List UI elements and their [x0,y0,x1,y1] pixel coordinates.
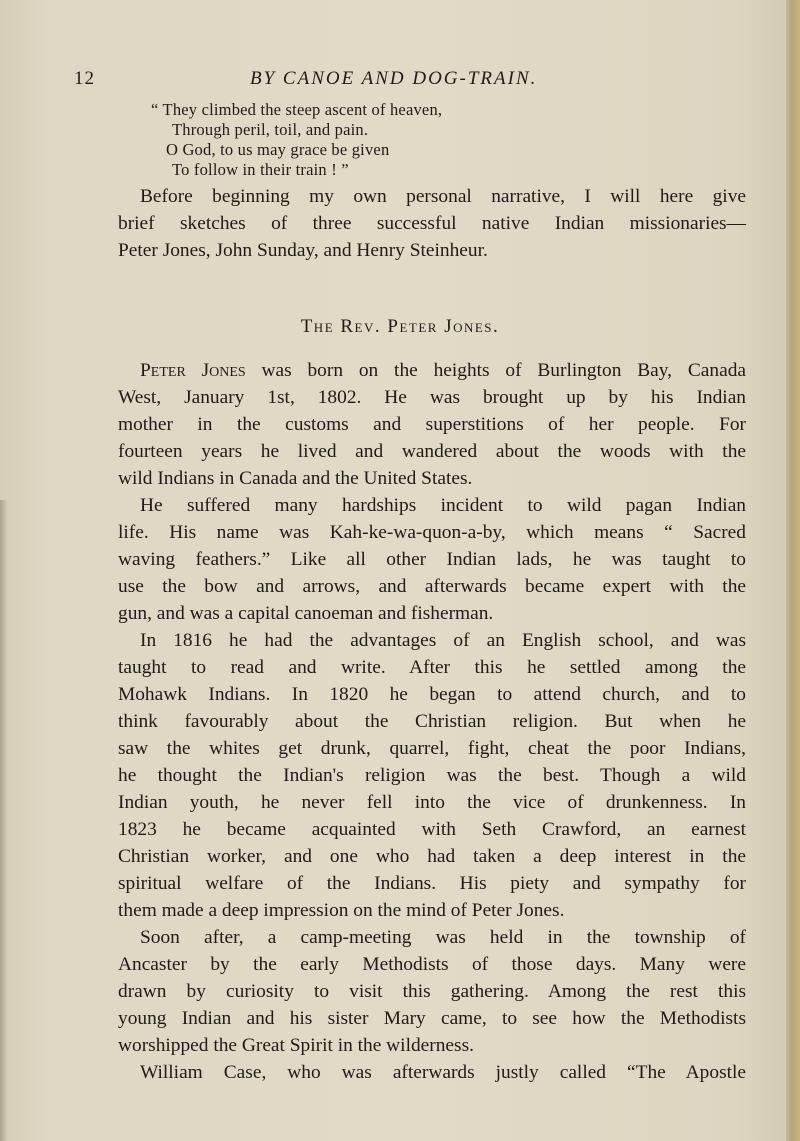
text-line: gun, and was a capital canoeman and fisherman. [118,603,494,624]
page-gutter-shadow [0,500,8,1141]
text-line: He suffered many hardships incident to wild pagan Indian [140,495,746,516]
poem-line: To follow in their train ! ” [172,160,349,179]
text-line: brief sketches of three successful native Indian missionaries— [118,213,746,234]
poem-line: “ They climbed the steep ascent of heaven, [151,100,443,119]
text-line: young Indian and his sister Mary came, to see how the Methodists [118,1008,746,1029]
page-header [0,68,800,98]
text-line: worshipped the Great Spirit in the wilderness. [118,1035,474,1056]
text-line: Peter Jones, John Sunday, and Henry Steinheur. [118,240,488,261]
running-head: BY CANOE AND DOG-TRAIN. [250,68,538,89]
text-line: 1823 he became acquainted with Seth Crawford, an earnest [118,819,746,840]
text-line: In 1816 he had the advantages of an English school, and was [140,630,746,651]
lead-name: Peter Jones [140,360,246,381]
text-line: waving feathers.” Like all other Indian lads, he was taught to [118,549,746,570]
lead-line-rest: was born on the heights of Burlington Bay, Canada [245,360,746,381]
text-line: spiritual welfare of the Indians. His piety and sympathy for [118,873,746,894]
section-heading: The Rev. Peter Jones. [300,316,500,337]
text-line: taught to read and write. After this he settled among the [118,657,746,678]
page-number: 12 [74,68,95,89]
text-line: Mohawk Indians. In 1820 he began to attend church, and to [118,684,746,705]
text-line: drawn by curiosity to visit this gathering. Among the rest this [118,981,746,1002]
text-line: Soon after, a camp-meeting was held in the township of [140,927,746,948]
text-line: he thought the Indian's religion was the best. Though a wild [118,765,746,786]
text-line: life. His name was Kah-ke-wa-quon-a-by, which means “ Sacred [118,522,746,543]
text-line: Before beginning my own personal narrative, I will here give [140,186,746,207]
text-line: mother in the customs and superstitions of her people. For [118,414,746,435]
text-line: use the bow and arrows, and afterwards became expert with the [118,576,746,597]
text-line: wild Indians in Canada and the United States. [118,468,473,489]
text-line: Ancaster by the early Methodists of those days. Many were [118,954,746,975]
text-line: think favourably about the Christian religion. But when he [118,711,746,732]
text-line: fourteen years he lived and wandered about the woods with the [118,441,746,462]
text-line: Christian worker, and one who had taken a deep interest in the [118,846,746,867]
text-line: Indian youth, he never fell into the vice of drunkenness. In [118,792,746,813]
text-line [140,360,746,382]
text-line: William Case, who was afterwards justly called “The Apostle [140,1062,746,1083]
poem-line: Through peril, toil, and pain. [172,120,369,139]
text-line: them made a deep impression on the mind of Peter Jones. [118,900,565,921]
page-edge [786,0,800,1141]
text-line: saw the whites get drunk, quarrel, fight, cheat the poor Indians, [118,738,746,759]
text-line: West, January 1st, 1802. He was brought up by his Indian [118,387,746,408]
poem-line: O God, to us may grace be given [166,140,390,159]
